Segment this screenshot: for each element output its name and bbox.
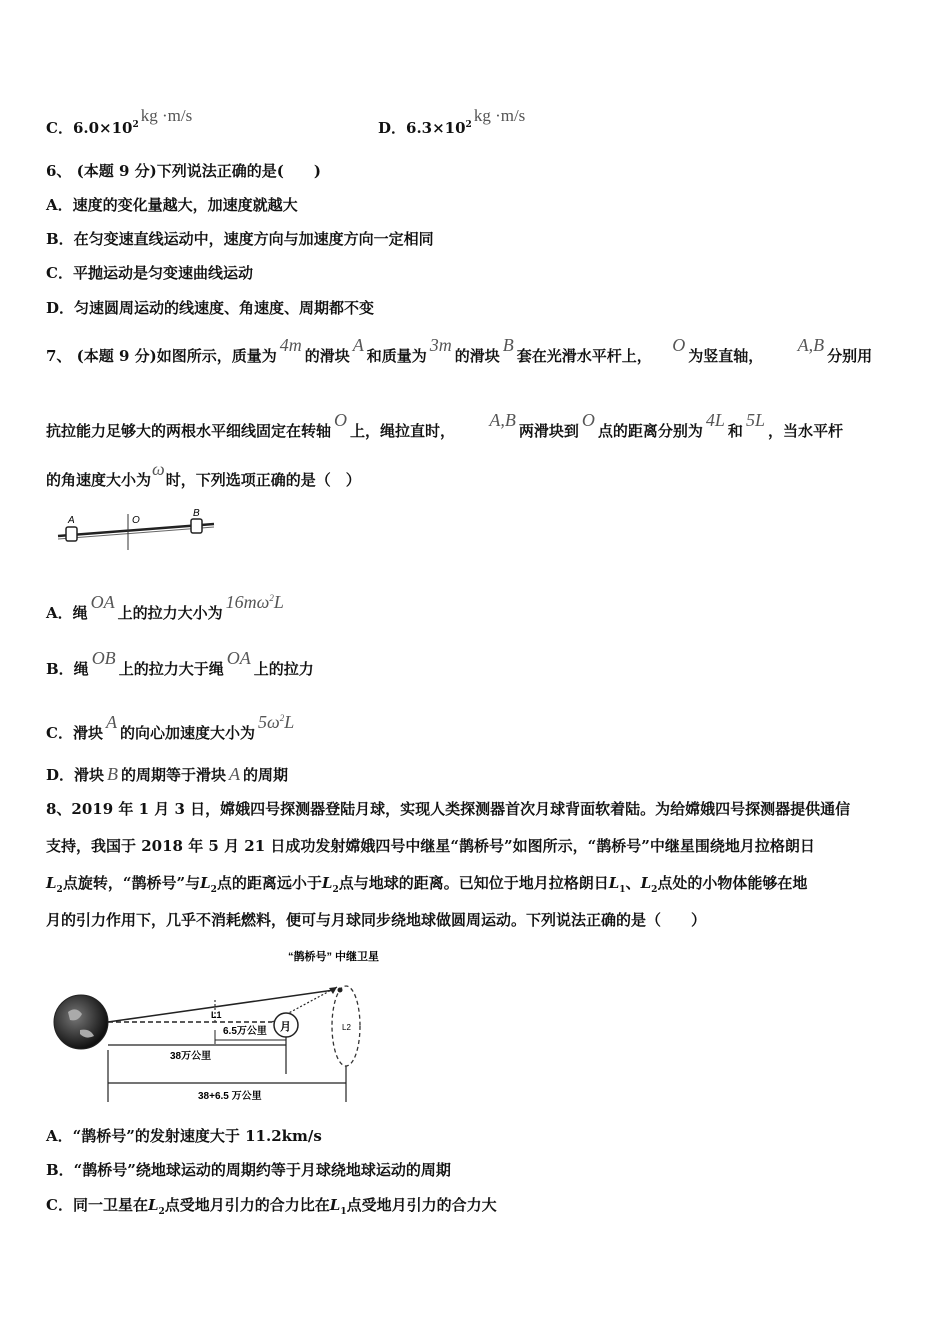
dist-mid-label: 38万公里 <box>170 1051 212 1062</box>
q7-option-b: B．绳OB上的拉力大于绳OA上的拉力 <box>46 648 314 678</box>
q6-option-b: B．在匀变速直线运动中，速度方向与加速度方向一定相同 <box>46 230 434 248</box>
q8-stem-line3: $L_2$点旋转，“鹊桥号”与$L_2$点的距离远小于$L_2$点与地球的距离。已知位于地月拉格朗日$L_1$、$L_2$点处的小物体能够在地 <box>46 874 808 895</box>
q7-rod-figure <box>56 508 218 552</box>
q6-option-d: D．匀速圆周运动的线速度、角速度、周期都不变 <box>46 299 375 317</box>
q8-stem-line4: 月的引力作用下，几乎不消耗燃料，便可与月球同步绕地球做圆周运动。下列说法正确的是（ ） <box>46 911 707 929</box>
dist-total-label: 38+6.5 万公里 <box>198 1091 262 1102</box>
q8-option-b: B．“鹊桥号”绕地球运动的周期约等于月球绕地球运动的周期 <box>46 1161 451 1179</box>
q7-option-a: A．绳OA上的拉力大小为$16m\omega^2L$ <box>46 592 284 622</box>
q5-option-d: D．$6.3\times 10^2$ kg ·m/s <box>378 106 526 137</box>
label-b: B <box>193 508 200 519</box>
moon-label: 月 <box>280 1021 291 1033</box>
l1-label: L1 <box>211 1010 222 1020</box>
label-a: A <box>68 515 75 526</box>
q5-option-c: C．$6.0\times 10^2$ kg ·m/s <box>46 106 193 137</box>
slider-a <box>66 527 77 541</box>
q7-stem-line3: 的角速度大小为ω时，下列选项正确的是（ ） <box>46 459 361 489</box>
q8-stem-line1: 8、2019 年 1 月 3 日，嫦娥四号探测器登陆月球，实现人类探测器首次月球背面软着陆。为给嫦娥四号探测器提供通信 <box>46 800 851 818</box>
l2-label: L2 <box>342 1023 351 1032</box>
q8-lagrange-figure <box>50 942 410 1107</box>
q6-option-a: A．速度的变化量越大，加速度就越大 <box>46 196 298 214</box>
q6-stem: 6、 (本题 9 分)下列说法正确的是( ) <box>46 162 321 180</box>
slider-b <box>191 519 202 533</box>
q7-option-d: D．滑块 B 的周期等于滑块 A 的周期 <box>46 764 289 784</box>
label-o: O <box>132 515 140 526</box>
earth-icon <box>54 995 108 1049</box>
q8-stem-line2: 支持，我国于 2018 年 5 月 21 日成功发射嫦娥四号中继星“鹊桥号”如图所示，“鹊桥号”中继星围绕地月拉格朗日 <box>46 837 815 855</box>
dist-small-label: 6.5万公里 <box>223 1026 267 1037</box>
q7-option-c: C．滑块A的向心加速度大小为$5\omega^2L$ <box>46 712 295 742</box>
satellite-point <box>338 988 343 993</box>
q7-stem-line2: 抗拉能力足够大的两根水平细线固定在转轴O上，绳拉直时， A,B两滑块到O点的距离分别为4L和5L，当水平杆 <box>46 410 843 440</box>
q8-option-c: C．同一卫星在$L_2$点受地月引力的合力比在$L_1$点受地月引力的合力大 <box>46 1196 497 1217</box>
q8-option-a: A．“鹊桥号”的发射速度大于 11.2km/s <box>46 1127 322 1145</box>
q6-option-c: C．平抛运动是匀变速曲线运动 <box>46 264 253 282</box>
satellite-label: “鹊桥号” 中继卫星 <box>288 951 380 963</box>
q7-stem-line1: 7、 (本题 9 分)如图所示，质量为4m的滑块A和质量为3m的滑块B套在光滑水平杆上， O为竖直轴， A,B分别用 <box>46 335 873 365</box>
